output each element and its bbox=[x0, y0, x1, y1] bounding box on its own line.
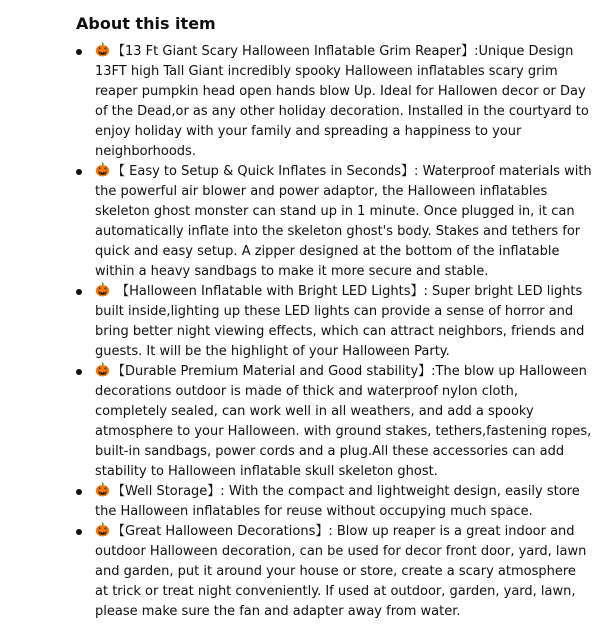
jack-o-lantern-icon bbox=[95, 162, 110, 177]
bullet-text: 【13 Ft Giant Scary Halloween Inflatable Grim Reaper】:Unique Design 13FT high Tall Giant incredibly spooky Halloween inflatables scary grim reaper pumpkin head open hands blow Up. Ideal for Hallowen decor or Day of the Dead,or as any other holiday decoration. Installed in the courtyard to enjoy holiday with your family and spreading a happiness to your neighborhoods. bbox=[95, 44, 589, 159]
feature-bullet-list bbox=[76, 42, 592, 622]
feature-bullet-1 bbox=[76, 42, 592, 162]
feature-bullet-2 bbox=[76, 162, 592, 282]
bullet-dot-icon bbox=[76, 489, 82, 495]
feature-bullet-3 bbox=[76, 282, 592, 362]
jack-o-lantern-icon bbox=[95, 42, 110, 57]
bullet-dot-icon bbox=[76, 289, 82, 295]
jack-o-lantern-icon bbox=[95, 522, 110, 537]
bullet-text: 【 Easy to Setup & Quick Inflates in Seconds】: Waterproof materials with the powerful air blower and power adaptor, the Halloween inflatables skeleton ghost monster can stand up in 1 minute. Once plugged in, it can automatically inflate into the skeleton ghost's body. Stakes and tethers for quick and easy setup. A zipper designed at the bottom of the inflatable within a heavy sandbags to make it more secure and stable. bbox=[95, 164, 592, 279]
bullet-text: 【Great Halloween Decorations】: Blow up reaper is a great indoor and outdoor Halloween decoration, can be used for decor front door, yard, lawn and garden, put it around your house or store, create a scary atmosphere at trick or treat night conveniently. If used at outdoor, garden, yard, lawn, please make sure the fan and adapter away from water. bbox=[95, 524, 587, 619]
bullet-dot-icon bbox=[76, 529, 82, 535]
feature-bullet-4 bbox=[76, 362, 592, 482]
jack-o-lantern-icon bbox=[95, 482, 110, 497]
bullet-dot-icon bbox=[76, 49, 82, 55]
feature-bullet-6 bbox=[76, 522, 592, 622]
jack-o-lantern-icon bbox=[95, 282, 110, 297]
bullet-dot-icon bbox=[76, 369, 82, 375]
bullet-text: 【Durable Premium Material and Good stability】:The blow up Halloween decorations outdoor is made of thick and waterproof nylon cloth, completely sealed, can work well in all weathers, and add a spooky atmosphere to your Halloween. with ground stakes, tethers,fastening ropes, built-in sandbags, power cords and a plug.All these accessories can add stability to Halloween inflatable skull skeleton ghost. bbox=[95, 364, 592, 479]
section-heading: About this item bbox=[76, 14, 216, 33]
bullet-text: 【Well Storage】: With the compact and lightweight design, easily store the Halloween inflatables for reuse without occupying much space. bbox=[95, 484, 580, 519]
bullet-text: 【Halloween Inflatable with Bright LED Lights】: Super bright LED lights built inside,lighting up these LED lights can provide a sense of horror and bring better night viewing effects, which can attract neighbors, friends and guests. It will be the highlight of your Halloween Party. bbox=[95, 284, 585, 359]
feature-bullet-5 bbox=[76, 482, 592, 522]
jack-o-lantern-icon bbox=[95, 362, 110, 377]
bullet-dot-icon bbox=[76, 169, 82, 175]
